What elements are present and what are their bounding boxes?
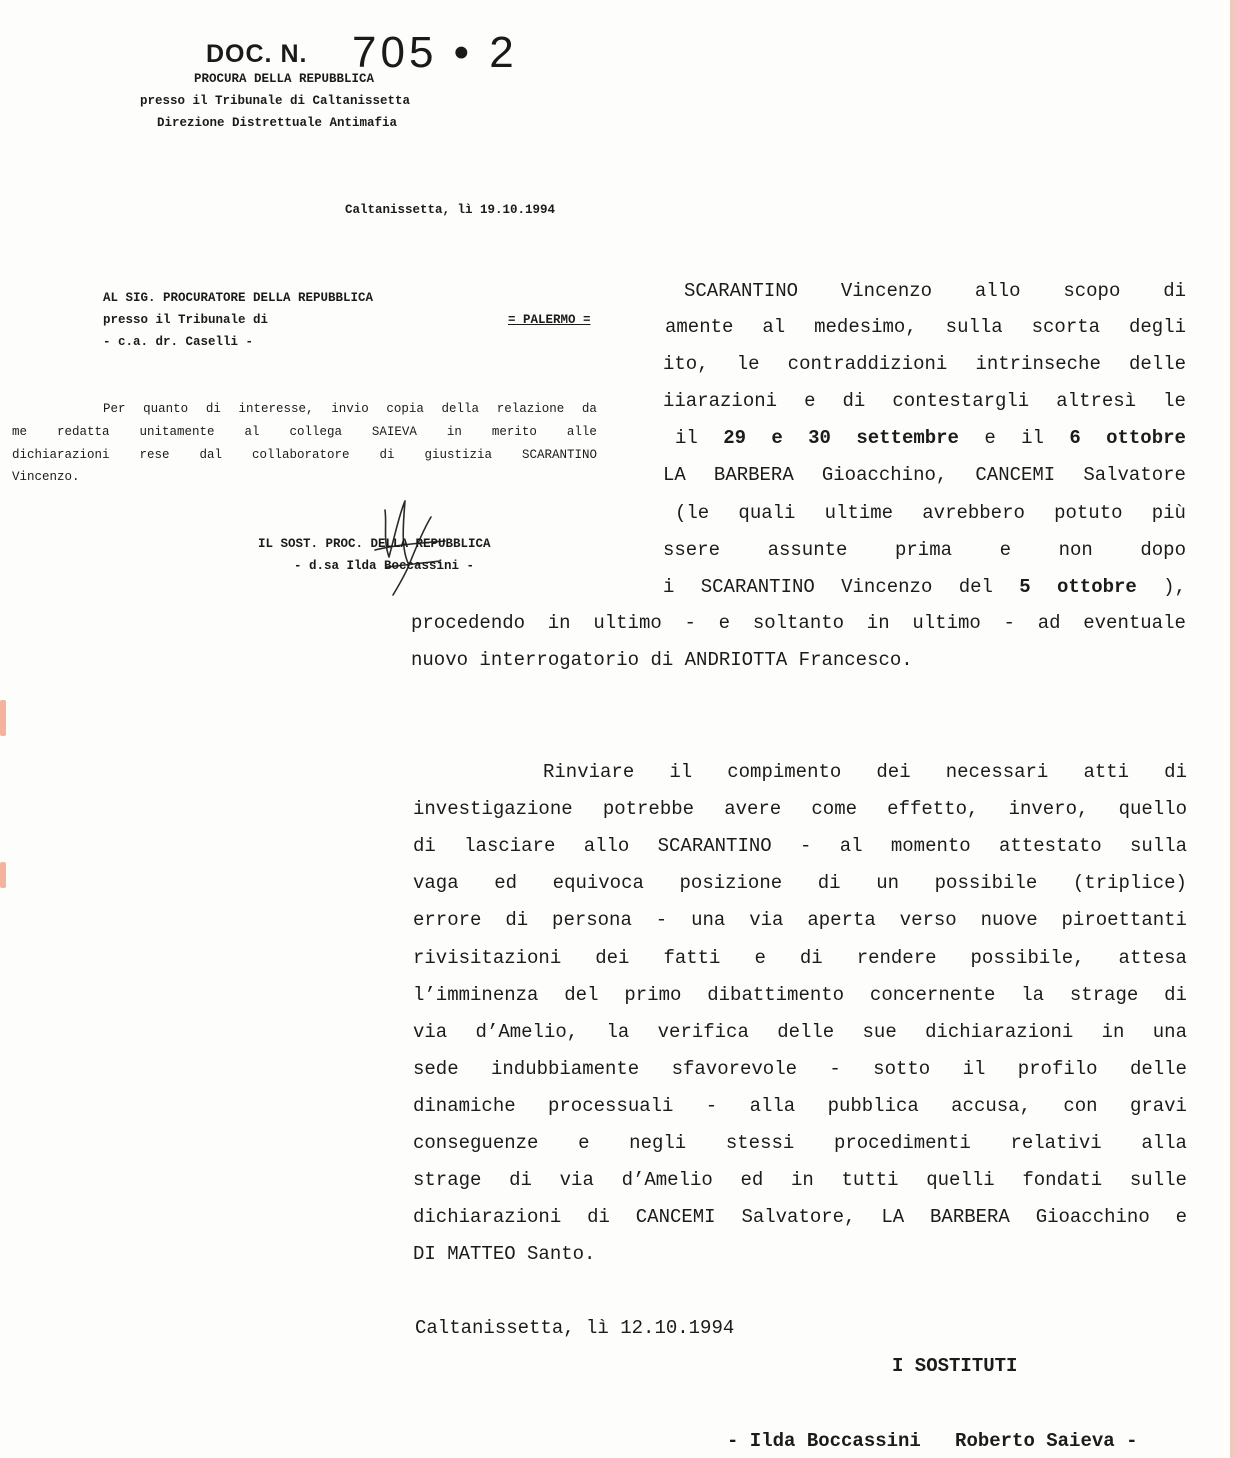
body-line: amente al medesimo, sulla scorta degli [665,316,1186,338]
body-line: ssere assunte prima e non dopo [663,539,1186,561]
body-line: nuovo interrogatorio di ANDRIOTTA Francesco. [411,649,913,671]
signers-names: - Ilda Boccassini Roberto Saieva - [727,1430,1138,1452]
body-line: errore di persona - una via aperta verso nuove piroettanti [413,909,1187,931]
doc-number-label: DOC. N. [206,40,308,68]
body-line: DI MATTEO Santo. [413,1243,596,1265]
body-line: strage di via d’Amelio ed in tutti quelli fondati sulle [413,1169,1187,1191]
closing-date: Caltanissetta, lì 12.10.1994 [415,1317,735,1339]
recipient-line: presso il Tribunale di [103,313,269,327]
recipient-city: = PALERMO = [508,313,591,327]
office-department: Direzione Distrettuale Antimafia [157,116,398,130]
letter-body-line: dichiarazioni rese dal collaboratore di giustizia SCARANTINO [12,448,597,462]
signature-title: IL SOST. PROC. DELLA REPUBBLICA [258,537,491,551]
signers-title: I SOSTITUTI [892,1355,1018,1377]
body-line: investigazione potrebbe avere come effetto, invero, quello [413,798,1187,820]
body-line: procedendo in ultimo - e soltanto in ultimo - ad eventuale [411,612,1186,634]
body-line: via d’Amelio, la verifica delle sue dichiarazioni in una [413,1021,1187,1043]
office-name: PROCURA DELLA REPUBBLICA [194,72,375,86]
body-line: di lasciare allo SCARANTINO - al momento attestato sulla [413,835,1187,857]
office-court: presso il Tribunale di Caltanissetta [140,94,411,108]
body-line: iiarazioni e di contestargli altresì le [663,390,1186,412]
body-line: sede indubbiamente sfavorevole - sotto il profilo delle [413,1058,1187,1080]
body-line: il 29 e 30 settembre e il 6 ottobre [675,427,1186,449]
recipient-line: AL SIG. PROCURATORE DELLA REPUBBLICA [103,291,374,305]
body-line: (le quali ultime avrebbero potuto più [675,502,1186,524]
letter-body-line: Per quanto di interesse, invio copia della relazione da [103,402,597,416]
body-line: rivisitazioni dei fatti e di rendere possibile, attesa [413,947,1187,969]
body-line: i SCARANTINO Vincenzo del 5 ottobre ), [663,576,1186,598]
letter-body-line: Vincenzo. [12,470,80,484]
letter-body-line: me redatta unitamente al collega SAIEVA in merito alle [12,425,597,439]
body-line: SCARANTINO Vincenzo allo scopo di [684,280,1186,302]
recipient-line: - c.a. dr. Caselli - [103,335,254,349]
doc-number-value: 705 • 2 [352,28,518,77]
signature-name: - d.sa Ilda Boccassini - [294,559,475,573]
body-line: Rinviare il compimento dei necessari atti di [543,761,1187,783]
body-line: ito, le contraddizioni intrinseche delle [663,353,1186,375]
body-line: LA BARBERA Gioacchino, CANCEMI Salvatore [663,464,1186,486]
scan-edge-mark [0,700,6,736]
body-line: dichiarazioni di CANCEMI Salvatore, LA BARBERA Gioacchino e [413,1206,1187,1228]
scan-edge-mark [0,862,6,888]
body-line: vaga ed equivoca posizione di un possibile (triplice) [413,872,1187,894]
body-line: conseguenze e negli stessi procedimenti relativi alla [413,1132,1187,1154]
letter-date: Caltanissetta, lì 19.10.1994 [345,203,556,217]
scan-edge [1230,0,1235,1458]
body-line: dinamiche processuali - alla pubblica accusa, con gravi [413,1095,1187,1117]
body-line: l’imminenza del primo dibattimento concernente la strage di [413,984,1187,1006]
